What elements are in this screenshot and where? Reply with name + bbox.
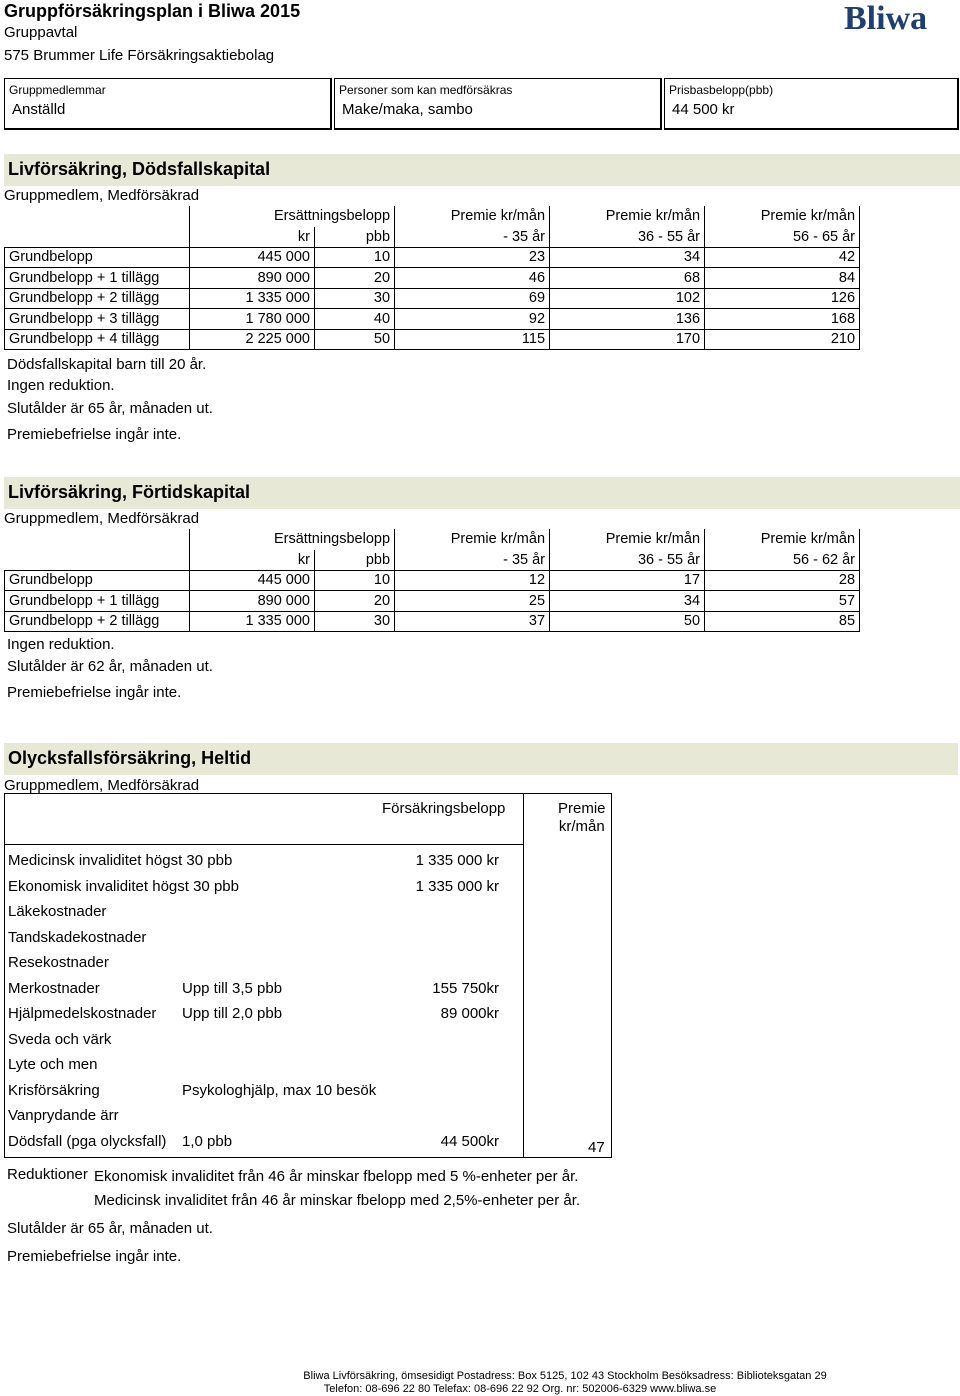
life-note-4: Premiebefrielse ingår inte. — [7, 426, 182, 443]
early-age-band-3: 56 - 62 år — [705, 550, 860, 571]
premium-band-1: 25 — [395, 591, 550, 612]
footer-contact: Telefon: 08-696 22 80 Telefax: 08-696 22 92 Org. nr: 502006-6329 www.bliwa.se — [323, 1383, 717, 1395]
section-title-accident: Olycksfallsförsäkring, Heltid — [8, 748, 252, 768]
premium-band-1: 37 — [395, 611, 550, 632]
accident-row-label: Tandskadekostnader — [8, 928, 147, 946]
reduction-1: Ekonomisk invaliditet från 46 år minskar fbelopp med 5 %-enheter per år. — [94, 1168, 579, 1185]
table-row — [5, 247, 860, 268]
amount-kr: 1 335 000 — [190, 288, 315, 309]
life-table — [4, 206, 860, 350]
premium-band-3: 85 — [705, 611, 860, 632]
life-head-amount: Ersättningsbelopp — [190, 206, 395, 227]
early-table — [4, 529, 860, 632]
accident-row-label: Läkekostnader — [8, 903, 107, 920]
row-label: Grundbelopp + 3 tillägg — [5, 309, 190, 330]
amount-pbb: 10 — [315, 570, 395, 591]
amount-kr: 1 335 000 — [190, 611, 315, 632]
premium-band-2: 34 — [550, 591, 705, 612]
accident-row-amount: 44 500kr — [440, 1132, 499, 1150]
accident-column-divider — [523, 794, 524, 1157]
group-members-label: Gruppmedlemmar — [9, 83, 106, 97]
life-age-band-1: - 35 år — [395, 227, 550, 248]
premium-band-1: 23 — [395, 247, 550, 268]
premium-band-3: 84 — [705, 268, 860, 289]
premium-band-1: 92 — [395, 309, 550, 330]
accident-row-amount: 155 750kr — [432, 979, 499, 997]
row-label: Grundbelopp — [5, 247, 190, 268]
life-note-3: Slutålder är 65 år, månaden ut. — [7, 400, 213, 417]
amount-pbb: 50 — [315, 329, 395, 350]
premium-band-2: 50 — [550, 611, 705, 632]
accident-row-label: Vanprydande ärr — [8, 1107, 119, 1124]
table-row — [5, 309, 860, 330]
accident-table — [4, 793, 612, 1158]
premium-band-1: 115 — [395, 329, 550, 350]
section-title-life: Livförsäkring, Dödsfallskapital — [8, 159, 271, 179]
reduction-2: Medicinsk invaliditet från 46 år minskar fbelopp med 2,5%-enheter per år. — [94, 1192, 581, 1209]
row-label: Grundbelopp + 2 tillägg — [5, 611, 190, 632]
premium-band-2: 136 — [550, 309, 705, 330]
accident-row-detail: 1,0 pbb — [182, 1132, 233, 1150]
table-row — [5, 611, 860, 632]
premium-band-3: 42 — [705, 247, 860, 268]
amount-kr: 445 000 — [190, 570, 315, 591]
premium-band-3: 57 — [705, 591, 860, 612]
premium-band-3: 28 — [705, 570, 860, 591]
table-row — [5, 570, 860, 591]
premium-band-2: 102 — [550, 288, 705, 309]
amount-pbb: 40 — [315, 309, 395, 330]
premium-band-3: 168 — [705, 309, 860, 330]
accident-row-label: Dödsfall (pga olycksfall) — [8, 1132, 167, 1150]
row-label: Grundbelopp + 2 tillägg — [5, 288, 190, 309]
premium-band-1: 69 — [395, 288, 550, 309]
row-label: Grundbelopp + 4 tillägg — [5, 329, 190, 350]
early-col-kr: kr — [190, 550, 315, 571]
early-head-premium-2: Premie kr/mån — [550, 529, 705, 550]
amount-kr: 890 000 — [190, 268, 315, 289]
price-base-value: 44 500 kr — [672, 101, 735, 118]
accident-note-2: Premiebefrielse ingår inte. — [7, 1248, 182, 1265]
accident-row-label: Resekostnader — [8, 954, 109, 971]
premium-band-3: 210 — [705, 329, 860, 350]
row-label: Grundbelopp + 1 tillägg — [5, 591, 190, 612]
section-subhead-life: Gruppmedlem, Medförsäkrad — [4, 187, 200, 204]
section-subhead-early: Gruppmedlem, Medförsäkrad — [4, 510, 200, 527]
early-note-3: Premiebefrielse ingår inte. — [7, 684, 182, 701]
premium-band-2: 34 — [550, 247, 705, 268]
section-bar-life — [4, 154, 960, 186]
early-age-band-2: 36 - 55 år — [550, 550, 705, 571]
row-label: Grundbelopp + 1 tillägg — [5, 268, 190, 289]
accident-row-label: Lyte och men — [8, 1056, 98, 1073]
accident-head-amount: Försäkringsbelopp — [382, 800, 506, 817]
accident-row-label: Ekonomisk invaliditet högst 30 pbb — [8, 877, 239, 895]
coinsured-value: Make/maka, sambo — [342, 101, 473, 118]
table-row — [5, 268, 860, 289]
life-age-band-2: 36 - 55 år — [550, 227, 705, 248]
accident-row-label: Hjälpmedelskostnader — [8, 1005, 157, 1022]
group-members-box — [4, 78, 332, 130]
amount-pbb: 30 — [315, 611, 395, 632]
life-age-band-3: 56 - 65 år — [705, 227, 860, 248]
section-bar-accident — [4, 743, 958, 775]
life-note-2: Ingen reduktion. — [7, 377, 115, 394]
premium-band-2: 170 — [550, 329, 705, 350]
accident-note-1: Slutålder är 65 år, månaden ut. — [7, 1220, 213, 1237]
coinsured-label: Personer som kan medförsäkras — [339, 83, 513, 97]
amount-kr: 1 780 000 — [190, 309, 315, 330]
amount-pbb: 20 — [315, 591, 395, 612]
accident-header-divider — [5, 844, 524, 845]
life-note-1: Dödsfallskapital barn till 20 år. — [7, 356, 207, 373]
document-title: Gruppförsäkringsplan i Bliwa 2015 — [4, 1, 301, 21]
section-title-early: Livförsäkring, Förtidskapital — [8, 482, 251, 502]
accident-row-label: Sveda och värk — [8, 1030, 112, 1048]
early-note-2: Slutålder är 62 år, månaden ut. — [7, 658, 213, 675]
section-subhead-accident: Gruppmedlem, Medförsäkrad — [4, 777, 200, 794]
accident-row-amount: 1 335 000 kr — [415, 852, 499, 869]
amount-kr: 445 000 — [190, 247, 315, 268]
early-head-premium-1: Premie kr/mån — [395, 529, 550, 550]
accident-row-amount: 1 335 000 kr — [415, 877, 499, 895]
early-head-premium-3: Premie kr/mån — [705, 529, 860, 550]
table-row — [5, 329, 860, 350]
reductions-label: Reduktioner — [7, 1166, 88, 1183]
early-note-1: Ingen reduktion. — [7, 636, 115, 653]
amount-pbb: 30 — [315, 288, 395, 309]
section-bar-early — [4, 477, 960, 509]
accident-row-label: Medicinsk invaliditet högst 30 pbb — [8, 852, 233, 869]
accident-row-detail: Upp till 2,0 pbb — [182, 1005, 283, 1022]
premium-band-1: 46 — [395, 268, 550, 289]
accident-row-label: Merkostnader — [8, 979, 100, 997]
life-head-premium-2: Premie kr/mån — [550, 206, 705, 227]
premium-band-3: 126 — [705, 288, 860, 309]
table-row — [5, 591, 860, 612]
accident-head-premium-text: Premie kr/mån — [558, 800, 606, 835]
accident-row-label: Krisförsäkring — [8, 1081, 100, 1099]
premium-band-1: 12 — [395, 570, 550, 591]
life-head-premium-3: Premie kr/mån — [705, 206, 860, 227]
life-head-premium-1: Premie kr/mån — [395, 206, 550, 227]
accident-head-premium — [558, 800, 606, 836]
insurer-name: 575 Brummer Life Försäkringsaktiebolag — [4, 47, 275, 64]
group-members-value: Anställd — [12, 101, 66, 118]
accident-row-detail: Psykologhjälp, max 10 besök — [182, 1081, 377, 1099]
early-age-band-1: - 35 år — [395, 550, 550, 571]
footer-address: Bliwa Livförsäkring, ömsesidigt Postadress: Box 5125, 102 43 Stockholm Besöksadress: Biblioteksgatan 29 — [303, 1370, 827, 1382]
amount-pbb: 20 — [315, 268, 395, 289]
row-label: Grundbelopp — [5, 570, 190, 591]
accident-row-detail: Upp till 3,5 pbb — [182, 979, 283, 997]
early-head-amount: Ersättningsbelopp — [190, 529, 395, 550]
coinsured-box — [334, 78, 662, 130]
amount-kr: 2 225 000 — [190, 329, 315, 350]
table-row — [5, 288, 860, 309]
bliwa-logo — [842, 0, 958, 36]
logo-wordmark: Bliwa — [844, 0, 928, 36]
premium-band-2: 17 — [550, 570, 705, 591]
accident-premium-total: 47 — [588, 1139, 605, 1156]
amount-kr: 890 000 — [190, 591, 315, 612]
premium-band-2: 68 — [550, 268, 705, 289]
life-col-kr: kr — [190, 227, 315, 248]
accident-row-amount: 89 000kr — [440, 1005, 499, 1022]
early-col-pbb: pbb — [315, 550, 395, 571]
agreement-label: Gruppavtal — [4, 24, 78, 41]
amount-pbb: 10 — [315, 247, 395, 268]
life-col-pbb: pbb — [315, 227, 395, 248]
price-base-box — [664, 78, 959, 130]
price-base-label: Prisbasbelopp(pbb) — [669, 83, 774, 97]
